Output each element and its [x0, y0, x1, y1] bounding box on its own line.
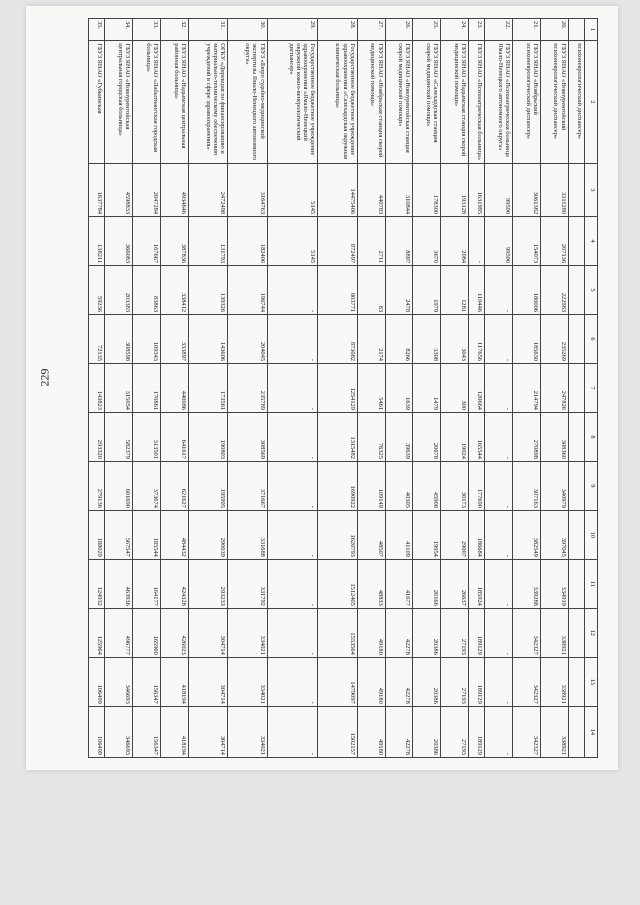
value-cell: 139326 — [188, 266, 227, 315]
value-cell: 42278 — [385, 657, 413, 706]
value-cell: 1553564 — [318, 608, 357, 657]
column-header: 14 — [585, 706, 598, 757]
value-cell: 235269 — [540, 315, 568, 364]
institution-name: ГБУЗ ЯНАО «Ноябрьская станция скорой медицинской помощи» — [357, 41, 385, 163]
institution-name: ГБУЗ ЯНАО «Новоуренгойский психоневрологический диспансер» — [540, 41, 568, 163]
value-cell — [568, 217, 584, 266]
value-cell: - — [267, 315, 318, 364]
value-cell: 3164763 — [228, 163, 267, 216]
row-number: 21. — [513, 19, 541, 41]
value-cell: 270898 — [513, 412, 541, 461]
value-cell: 1502157 — [318, 706, 357, 757]
institution-name: ГБУЗ ЯНАО «Губкинская — [89, 41, 105, 163]
value-cell: 3043 — [441, 315, 469, 364]
value-cell: 207136 — [540, 217, 568, 266]
value-cell: 165960 — [133, 608, 161, 657]
row-number: 30. — [228, 19, 267, 41]
value-cell: 182406 — [228, 217, 267, 266]
value-cell: 110446 — [468, 266, 484, 315]
value-cell: 5145 — [267, 163, 318, 216]
table-row — [385, 19, 413, 758]
value-cell: 109149 — [357, 461, 385, 510]
value-cell: 2472498 — [188, 163, 227, 216]
value-cell: 346693 — [105, 657, 133, 706]
value-cell: 334919 — [540, 559, 568, 608]
value-cell: 83 — [357, 266, 385, 315]
table-row — [513, 19, 541, 758]
value-cell: 156347 — [133, 706, 161, 757]
value-cell: 195995 — [188, 461, 227, 510]
value-cell: 177690 — [468, 461, 484, 510]
value-cell: 4598833 — [105, 163, 133, 216]
value-cell: 20678 — [413, 412, 441, 461]
column-header: 11 — [585, 559, 598, 608]
value-cell: 185630 — [513, 315, 541, 364]
institution-name: ГБУЗ ЯНАО «Новоуренгойская центральная городская больница» — [105, 41, 133, 163]
value-cell: 99590 — [485, 217, 513, 266]
column-header: 12 — [585, 608, 598, 657]
value-cell: 138211 — [89, 217, 105, 266]
value-cell: 308598 — [105, 315, 133, 364]
row-number: 29. — [267, 19, 318, 41]
value-cell: 203383 — [105, 266, 133, 315]
value-cell: 373674 — [133, 461, 161, 510]
value-cell: 346693 — [105, 706, 133, 757]
value-cell: - — [485, 559, 513, 608]
value-cell: - — [267, 706, 318, 757]
value-cell: 338921 — [540, 608, 568, 657]
institution-name: ГБУЗ ЯНАО «Ноябрьский психоневрологический диспансер» — [513, 41, 541, 163]
value-cell: 331792 — [228, 559, 267, 608]
value-cell: 5145 — [267, 217, 318, 266]
row-number: 28. — [318, 19, 357, 41]
value-cell: - — [267, 412, 318, 461]
institution-name: ГБУЗ ЯНАО «Новоуренгойская станция скорой медицинской помощи» — [385, 41, 413, 163]
column-header: 3 — [585, 163, 598, 216]
value-cell: 641617 — [161, 412, 189, 461]
value-cell — [568, 559, 584, 608]
value-cell: 164177 — [133, 559, 161, 608]
value-cell: 167667 — [133, 217, 161, 266]
value-cell: 180006 — [513, 266, 541, 315]
value-cell: 41677 — [385, 559, 413, 608]
value-cell: 300 — [441, 363, 469, 412]
value-cell: 193128 — [441, 163, 469, 216]
value-cell: 279136 — [89, 461, 105, 510]
value-cell: 3308 — [413, 315, 441, 364]
value-cell: 214794 — [513, 363, 541, 412]
value-cell: 440086 — [161, 363, 189, 412]
value-cell: 366083 — [105, 217, 133, 266]
table-row — [267, 19, 318, 758]
value-cell: - — [485, 363, 513, 412]
table-row — [105, 19, 133, 758]
value-cell: - — [267, 608, 318, 657]
value-cell: 1979 — [413, 266, 441, 315]
value-cell — [568, 657, 584, 706]
value-cell: 1620793 — [318, 510, 357, 559]
value-cell: 106499 — [89, 706, 105, 757]
row-number: 23. — [468, 19, 484, 41]
table-row — [318, 19, 357, 758]
budget-table — [88, 18, 598, 758]
column-header: 7 — [585, 363, 598, 412]
value-cell: 387836 — [161, 217, 189, 266]
value-cell: 2174 — [357, 315, 385, 364]
value-cell: 872497 — [318, 217, 357, 266]
value-cell — [568, 608, 584, 657]
value-cell: 40305 — [385, 461, 413, 510]
column-header: 6 — [585, 315, 598, 364]
value-cell — [568, 412, 584, 461]
value-cell: 42278 — [385, 608, 413, 657]
value-cell: 484432 — [161, 510, 189, 559]
column-header: 2 — [585, 41, 598, 163]
value-cell: 2711 — [357, 217, 385, 266]
value-cell: 26637 — [441, 559, 469, 608]
institution-name: ГБУЗ ЯНАО «Салехардская станция скорой медицинской помощи» — [413, 41, 441, 163]
value-cell: 339288 — [513, 559, 541, 608]
value-cell — [568, 461, 584, 510]
value-cell: 247826 — [540, 363, 568, 412]
value-cell: 3311280 — [540, 163, 568, 216]
value-cell: 3061382 — [513, 163, 541, 216]
value-cell: 117656 — [468, 315, 484, 364]
value-cell: 397045 — [540, 510, 568, 559]
table-row — [357, 19, 385, 758]
value-cell: 185924 — [468, 559, 484, 608]
value-cell: 1479 — [413, 363, 441, 412]
row-number: 20. — [540, 19, 568, 41]
value-cell: 204045 — [228, 315, 267, 364]
institution-name: психоневрологический диспансер» — [568, 41, 584, 163]
value-cell: 189129 — [468, 706, 484, 757]
value-cell — [568, 163, 584, 216]
value-cell: 143606 — [188, 315, 227, 364]
value-cell: 333897 — [161, 315, 189, 364]
value-cell: 331688 — [228, 510, 267, 559]
value-cell: 173561 — [188, 363, 227, 412]
value-cell: 2478 — [385, 266, 413, 315]
value-cell: 125964 — [89, 608, 105, 657]
value-cell: - — [485, 412, 513, 461]
value-cell: 1315482 — [318, 412, 357, 461]
value-cell: 170861 — [133, 363, 161, 412]
value-cell: 19024 — [441, 412, 469, 461]
value-cell — [568, 266, 584, 315]
value-cell: 873082 — [318, 315, 357, 364]
table-row — [413, 19, 441, 758]
value-cell: 308569 — [228, 412, 267, 461]
value-cell: 49180 — [357, 657, 385, 706]
value-cell: 582379 — [105, 412, 133, 461]
value-cell: 338412 — [161, 266, 189, 315]
institution-name: ГБУЗ «Бюро судебно-медицинской экспертизы Ямало-Ненецкого автономного округа» — [228, 41, 267, 163]
value-cell: 156347 — [133, 657, 161, 706]
column-header: 1 — [585, 19, 598, 41]
value-cell: 39639 — [385, 412, 413, 461]
value-cell: 20386 — [413, 657, 441, 706]
value-cell: 1479097 — [318, 657, 357, 706]
value-cell: - — [485, 510, 513, 559]
value-cell: 1631995 — [468, 163, 484, 216]
value-cell: 567547 — [105, 510, 133, 559]
column-header: 8 — [585, 412, 598, 461]
value-cell: 1512405 — [318, 559, 357, 608]
value-cell: 41109 — [385, 510, 413, 559]
row-number: 27. — [357, 19, 385, 41]
value-cell: 371667 — [228, 461, 267, 510]
value-cell: 30173 — [441, 461, 469, 510]
row-number: 34. — [105, 19, 133, 41]
value-cell: 185544 — [133, 510, 161, 559]
value-cell: 42278 — [385, 706, 413, 757]
value-cell: 165544 — [468, 412, 484, 461]
row-number: 32. — [161, 19, 189, 41]
value-cell: 124932 — [89, 559, 105, 608]
value-cell: 20386 — [413, 608, 441, 657]
value-cell: 45908 — [413, 461, 441, 510]
value-cell: - — [267, 363, 318, 412]
value-cell: 1637784 — [89, 163, 105, 216]
value-cell: 496777 — [105, 608, 133, 657]
value-cell: 120664 — [468, 363, 484, 412]
value-cell: - — [485, 706, 513, 757]
value-cell — [568, 706, 584, 757]
column-header: 5 — [585, 266, 598, 315]
value-cell: 99590 — [485, 163, 513, 216]
value-cell: - — [267, 461, 318, 510]
institution-name: ГБУЗ ЯНАО «Психиатрическая больница» — [468, 41, 484, 163]
value-cell: 222983 — [540, 266, 568, 315]
value-cell: 338921 — [540, 657, 568, 706]
column-header: 13 — [585, 657, 598, 706]
value-cell: 1639 — [385, 363, 413, 412]
value-cell — [568, 315, 584, 364]
table-row — [188, 19, 227, 758]
value-cell: - — [468, 217, 484, 266]
column-header: 10 — [585, 510, 598, 559]
value-cell: 154073 — [513, 217, 541, 266]
value-cell: 76325 — [357, 412, 385, 461]
value-cell: 293233 — [188, 559, 227, 608]
value-cell — [568, 363, 584, 412]
value-cell: 424328 — [161, 559, 189, 608]
value-cell: 304714 — [188, 608, 227, 657]
page-number: 229 — [37, 368, 52, 387]
table-row — [133, 19, 161, 758]
table-header-row — [585, 19, 598, 758]
value-cell: 189129 — [468, 657, 484, 706]
value-cell: - — [485, 608, 513, 657]
value-cell: 342327 — [513, 657, 541, 706]
value-cell: 290039 — [188, 510, 227, 559]
table-row — [468, 19, 484, 758]
row-number: 35. — [89, 19, 105, 41]
value-cell: 3670 — [413, 217, 441, 266]
institution-name: ГБУЗ ЯНАО «Надымская центральная районная больница» — [161, 41, 189, 163]
value-cell: 4934646 — [161, 163, 189, 216]
value-cell: 143823 — [89, 363, 105, 412]
value-cell: 59236 — [89, 266, 105, 315]
value-cell: 2047284 — [133, 163, 161, 216]
value-cell: 418194 — [161, 657, 189, 706]
value-cell: 1690922 — [318, 461, 357, 510]
value-cell: 83863 — [133, 266, 161, 315]
value-cell: 235789 — [228, 363, 267, 412]
row-number: 22. — [485, 19, 513, 41]
value-cell: 304714 — [188, 706, 227, 757]
value-cell: 189129 — [468, 608, 484, 657]
value-cell: 49180 — [357, 706, 385, 757]
value-cell: 106499 — [89, 657, 105, 706]
value-cell: 186684 — [468, 510, 484, 559]
table-row — [441, 19, 469, 758]
value-cell: 621627 — [161, 461, 189, 510]
value-cell: 382549 — [513, 510, 541, 559]
value-cell: 315054 — [105, 363, 133, 412]
value-cell: 5461 — [357, 363, 385, 412]
value-cell: 342327 — [513, 706, 541, 757]
table-row — [89, 19, 105, 758]
value-cell: 308360 — [540, 412, 568, 461]
value-cell: 8897 — [385, 217, 413, 266]
value-cell: 601690 — [105, 461, 133, 510]
value-cell: 27193 — [441, 706, 469, 757]
institution-name: Государственное бюджетное учреждение здравоохранения «Салехардская окружная клиническая больница» — [318, 41, 357, 163]
institution-name: ОГКУ «Дирекция по финансированию и материально-техническому обеспечению учреждений в сфере здравоохранения» — [188, 41, 227, 163]
value-cell: - — [485, 315, 513, 364]
institution-name: ГБУЗ ЯНАО «Надымская станция скорой медицинской помощи» — [441, 41, 469, 163]
value-cell: - — [485, 657, 513, 706]
value-cell: 27193 — [441, 608, 469, 657]
value-cell: 426023 — [161, 608, 189, 657]
value-cell: 48507 — [357, 510, 385, 559]
value-cell: 440783 — [357, 163, 385, 216]
row-number: 33. — [133, 19, 161, 41]
table-row — [540, 19, 568, 758]
value-cell: 109343 — [133, 315, 161, 364]
value-cell: - — [485, 461, 513, 510]
value-cell: 463936 — [105, 559, 133, 608]
value-cell: 293320 — [89, 412, 105, 461]
value-cell: 1254129 — [318, 363, 357, 412]
value-cell: - — [267, 657, 318, 706]
value-cell: - — [267, 510, 318, 559]
value-cell: 418194 — [161, 706, 189, 757]
value-cell: - — [267, 266, 318, 315]
value-cell: 340979 — [540, 461, 568, 510]
rotated-table-container — [88, 18, 598, 758]
value-cell: 188029 — [89, 510, 105, 559]
value-cell: 20166 — [413, 559, 441, 608]
value-cell: 20386 — [413, 706, 441, 757]
table-row — [568, 19, 584, 758]
value-cell: 72135 — [89, 315, 105, 364]
row-number: 25. — [413, 19, 441, 41]
value-cell: 178300 — [413, 163, 441, 216]
value-cell: 196744 — [228, 266, 267, 315]
value-cell: 131793 — [188, 217, 227, 266]
value-cell: 19954 — [413, 510, 441, 559]
row-number — [568, 19, 584, 41]
value-cell: 334021 — [228, 706, 267, 757]
institution-name: ГБУЗ ЯНАО «Психиатрическая больница Ямало-Ненецкого автономного округа» — [485, 41, 513, 163]
table-row — [228, 19, 267, 758]
value-cell — [568, 510, 584, 559]
value-cell: 49180 — [357, 608, 385, 657]
value-cell: 307163 — [513, 461, 541, 510]
value-cell: 48833 — [357, 559, 385, 608]
value-cell: 190803 — [188, 412, 227, 461]
value-cell: - — [267, 559, 318, 608]
institution-name: ГБУЗ ЯНАО «Лабытнангская городская больница» — [133, 41, 161, 163]
table-row — [485, 19, 513, 758]
value-cell: - — [485, 266, 513, 315]
value-cell: 8266 — [385, 315, 413, 364]
value-cell: 803771 — [318, 266, 357, 315]
column-header: 4 — [585, 217, 598, 266]
value-cell: 1281 — [441, 266, 469, 315]
value-cell: 338921 — [540, 706, 568, 757]
value-cell: 29007 — [441, 510, 469, 559]
row-number: 24. — [441, 19, 469, 41]
row-number: 26. — [385, 19, 413, 41]
row-number: 31. — [188, 19, 227, 41]
value-cell: 27193 — [441, 657, 469, 706]
value-cell: 304714 — [188, 657, 227, 706]
value-cell: 14475406 — [318, 163, 357, 216]
institution-name: Государственное бюджетное учреждение здравоохранения «Ямало-Ненецкий окружной кожно-венерологический диспансер» — [267, 41, 318, 163]
value-cell: 334021 — [228, 608, 267, 657]
value-cell: 310844 — [385, 163, 413, 216]
value-cell: 313501 — [133, 412, 161, 461]
table-row — [161, 19, 189, 758]
value-cell: 2084 — [441, 217, 469, 266]
column-header: 9 — [585, 461, 598, 510]
value-cell: 342327 — [513, 608, 541, 657]
value-cell: 334021 — [228, 657, 267, 706]
